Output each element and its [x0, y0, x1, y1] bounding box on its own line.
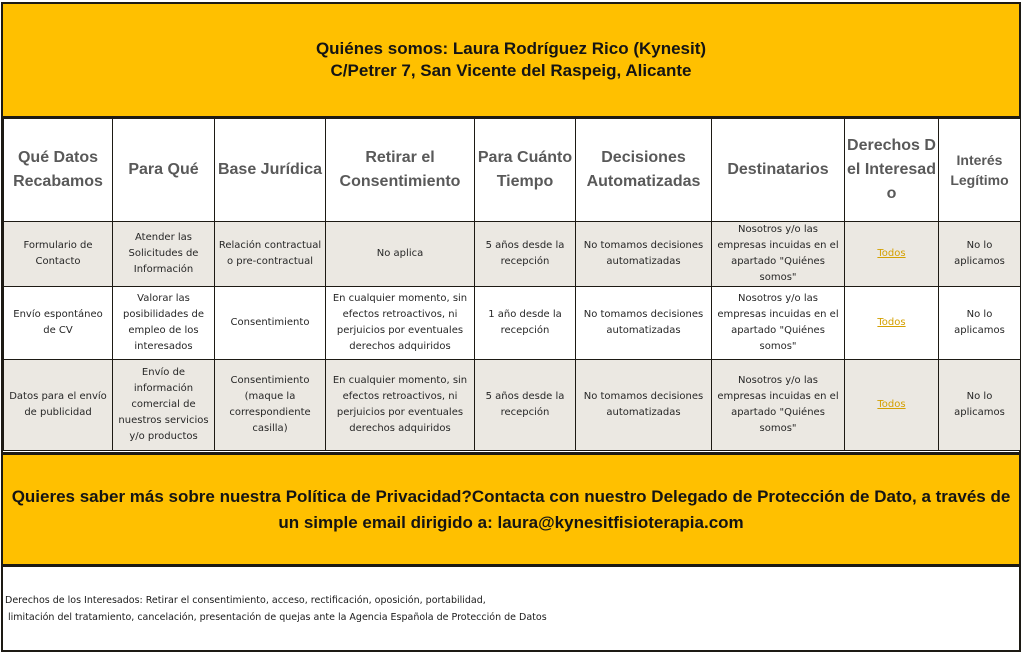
address: C/Petrer 7, San Vicente del Raspeig, Alicante: [330, 61, 692, 80]
todos-link[interactable]: Todos: [877, 399, 906, 410]
privacy-table-sheet: [1, 2, 1021, 652]
cell-que-datos: Datos para el envío de publicidad: [4, 360, 113, 451]
cell-tiempo: 5 años desde la recepción: [475, 360, 576, 451]
cell-interes: No lo aplicamos: [939, 222, 1021, 287]
cell-interes: No lo aplicamos: [939, 287, 1021, 360]
cell-interes: No lo aplicamos: [939, 360, 1021, 451]
who-we-are-title: Quiénes somos: Laura Rodríguez Rico (Kynesit): [315, 39, 707, 58]
cell-que-datos: Formulario de Contacto: [4, 222, 113, 287]
column-header-para-que: Para Qué: [113, 119, 215, 222]
column-header-derechos-interesado: Derechos Del Interesado: [845, 119, 939, 222]
cell-tiempo: 1 año desde la recepción: [475, 287, 576, 360]
column-header-que-datos: Qué Datos Recabamos: [4, 119, 113, 222]
cell-base-juridica: Consentimiento (maque la correspondiente casilla): [215, 360, 326, 451]
cell-derechos: [845, 360, 939, 451]
cell-destinatarios: Nosotros y/o las empresas incuidas en el apartado "Quiénes somos": [712, 360, 845, 451]
column-header-base-juridica: Base Jurídica: [215, 119, 326, 222]
table-row: [4, 360, 1021, 451]
cell-decisiones: No tomamos decisiones automatizadas: [576, 222, 712, 287]
cell-retirar: No aplica: [326, 222, 475, 287]
rights-line-2: limitación del tratamiento, cancelación, presentación de quejas ante la Agencia Española de Protección de Datos: [5, 611, 547, 623]
column-header-retirar-consentimiento: Retirar el Consentimiento: [326, 119, 475, 222]
privacy-table: [3, 118, 1021, 451]
todos-link[interactable]: Todos: [877, 317, 906, 328]
cell-derechos: [845, 287, 939, 360]
cell-destinatarios: Nosotros y/o las empresas incuidas en el apartado "Quiénes somos": [712, 222, 845, 287]
cell-decisiones: No tomamos decisiones automatizadas: [576, 360, 712, 451]
cell-para-que: Valorar las posibilidades de empleo de los interesados: [113, 287, 215, 360]
cell-base-juridica: Relación contractual o pre-contractual: [215, 222, 326, 287]
cell-tiempo: 5 años desde la recepción: [475, 222, 576, 287]
column-header-decisiones-automatizadas: Decisiones Automatizadas: [576, 119, 712, 222]
cell-retirar: En cualquier momento, sin efectos retroactivos, ni perjuicios por eventuales derechos adquiridos: [326, 360, 475, 451]
cell-para-que: Envío de información comercial de nuestros servicios y/o productos: [113, 360, 215, 451]
table-header-row: [4, 119, 1021, 222]
rights-footer: [3, 567, 1019, 650]
table-row: [4, 222, 1021, 287]
cell-que-datos: Envío espontáneo de CV: [4, 287, 113, 360]
contact-dpo-text: Quieres saber más sobre nuestra Política de Privacidad?Contacta con nuestro Delegado de Protección de Dato, a través de un simple email dirigido a: laura@kynesitfisioterapia.com: [11, 486, 1011, 532]
column-header-para-cuanto-tiempo: Para Cuánto Tiempo: [475, 119, 576, 222]
column-header-destinatarios: Destinatarios: [712, 119, 845, 222]
cell-para-que: Atender las Solicitudes de Información: [113, 222, 215, 287]
column-header-interes-legitimo: Interés Legítimo: [939, 119, 1021, 222]
cell-base-juridica: Consentimiento: [215, 287, 326, 360]
cell-decisiones: No tomamos decisiones automatizadas: [576, 287, 712, 360]
cell-derechos: [845, 222, 939, 287]
todos-link[interactable]: Todos: [877, 248, 906, 259]
cell-retirar: En cualquier momento, sin efectos retroactivos, ni perjuicios por eventuales derechos adquiridos: [326, 287, 475, 360]
who-we-are-banner: [3, 4, 1019, 118]
rights-line-1: Derechos de los Interesados: Retirar el consentimiento, acceso, rectificación, oposición, portabilidad,: [5, 594, 486, 606]
table-row: [4, 287, 1021, 360]
cell-destinatarios: Nosotros y/o las empresas incuidas en el apartado "Quiénes somos": [712, 287, 845, 360]
contact-dpo-banner: [3, 452, 1019, 567]
